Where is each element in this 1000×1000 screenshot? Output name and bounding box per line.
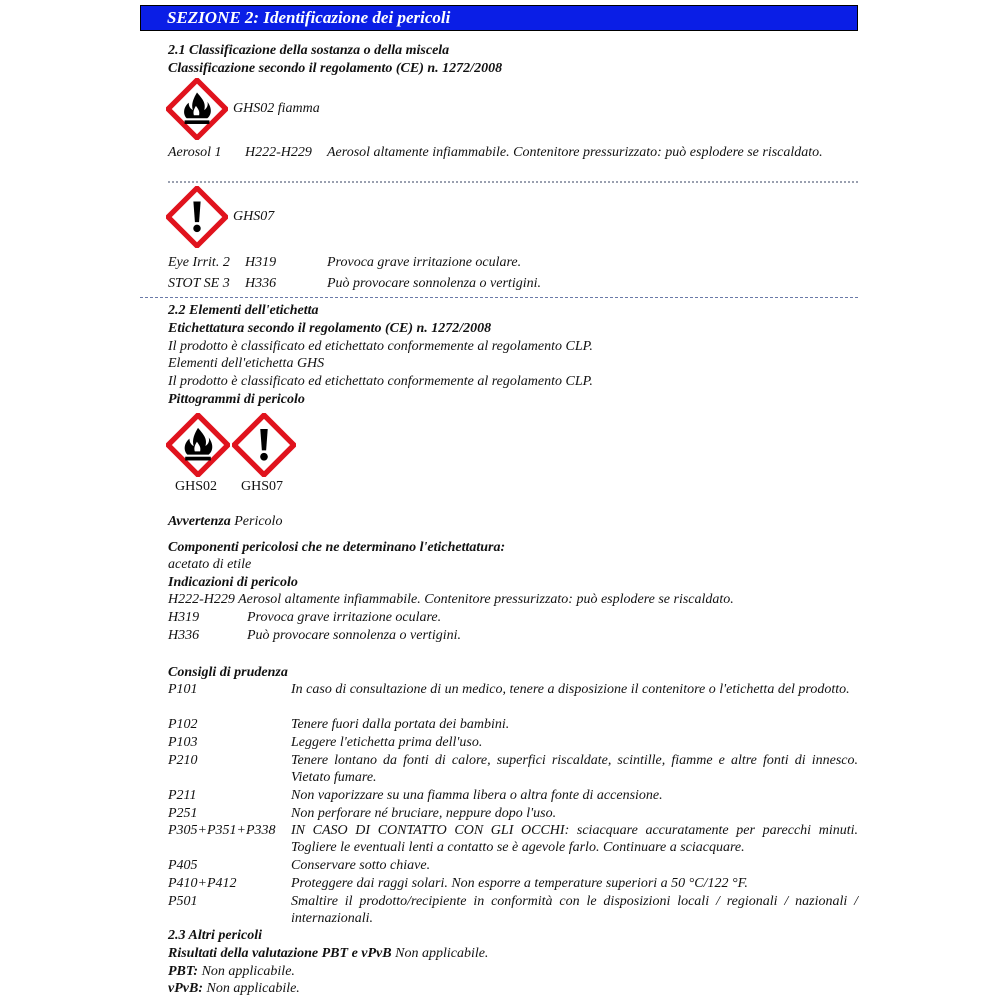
eye-irrit-code: H319: [245, 255, 277, 270]
classification-regulation-heading: Classificazione secondo il regolamento (CE) n. 1272/2008: [168, 61, 503, 76]
vpvb-value: Non applicabile.: [206, 981, 300, 996]
precaution-code: P102: [168, 717, 198, 732]
precaution-text: In caso di consultazione di un medico, tenere a disposizione il contenitore o l'etichetta del prodotto.: [291, 682, 850, 697]
component-name: acetato di etile: [168, 557, 252, 572]
precaution-text: Tenere fuori dalla portata dei bambini.: [291, 717, 510, 732]
clp-statement-1: Il prodotto è classificato ed etichettato conformemente al regolamento CLP.: [168, 339, 593, 354]
labelling-regulation-heading: Etichettatura secondo il regolamento (CE) n. 1272/2008: [168, 321, 492, 336]
ghs07-pictogram-icon: [232, 413, 296, 477]
ghs07-exclamation-icon: [166, 186, 228, 248]
precaution-code: P405: [168, 858, 198, 873]
subsection-2-1-title: 2.1 Classificazione della sostanza o della miscela: [168, 43, 450, 58]
components-heading: Componenti pericolosi che ne determinano l'etichettatura:: [168, 540, 506, 555]
precaution-text: Conservare sotto chiave.: [291, 858, 431, 873]
subsection-2-2-title: 2.2 Elementi dell'etichetta: [168, 303, 319, 318]
eye-irrit-text: Provoca grave irritazione oculare.: [327, 255, 522, 270]
pbt-assessment-value: Non applicabile.: [395, 946, 489, 961]
clp-statement-2: Il prodotto è classificato ed etichettato conformemente al regolamento CLP.: [168, 374, 593, 389]
precaution-text: Non perforare né bruciare, neppure dopo l'uso.: [291, 806, 557, 821]
hazard-code: H336: [168, 628, 200, 643]
hazard-code: H319: [168, 610, 200, 625]
pictogram-label-ghs02: GHS02: [175, 479, 218, 494]
precaution-text: Leggere l'etichetta prima dell'uso.: [291, 735, 483, 750]
aerosol-class: Aerosol 1: [168, 145, 222, 160]
ghs-elements-heading: Elementi dell'etichetta GHS: [168, 356, 325, 371]
precaution-code: P501: [168, 894, 198, 909]
aerosol-text: Aerosol altamente infiammabile. Contenitore pressurizzato: può esplodere se riscaldato.: [327, 145, 823, 160]
ghs07-label: GHS07: [233, 209, 275, 224]
signal-word-row: [168, 513, 282, 530]
dotted-divider: [168, 181, 858, 183]
ghs02-pictogram-icon: [166, 413, 230, 477]
pictograms-heading: Pittogrammi di pericolo: [168, 392, 305, 407]
dashed-divider: [140, 297, 858, 298]
section-header: [140, 5, 858, 31]
precaution-text: Smaltire il prodotto/recipiente in conformità con le disposizioni locali / regionali / nazionali / internazionali.: [291, 894, 858, 926]
signal-word-value: Pericolo: [234, 514, 283, 529]
pictogram-label-ghs07: GHS07: [241, 479, 284, 494]
precaution-code: P210: [168, 753, 198, 768]
pbt-label: PBT:: [168, 964, 199, 979]
precaution-code: P410+P412: [168, 876, 237, 891]
precaution-text: IN CASO DI CONTATTO CON GLI OCCHI: sciacquare accuratamente per parecchi minuti. Togliere le eventuali lenti a contatto se è agevole farlo. Continuare a sciacquare.: [291, 823, 858, 855]
precaution-code: P101: [168, 682, 198, 697]
precaution-code: P211: [168, 788, 197, 803]
hazard-statements-heading: Indicazioni di pericolo: [168, 575, 298, 590]
precaution-text: Tenere lontano da fonti di calore, superfici riscaldate, scintille, fiamme e altre fonti di innesco. Vietato fumare.: [291, 753, 858, 785]
precaution-text: Non vaporizzare su una fiamma libera o altra fonte di accensione.: [291, 788, 663, 803]
pbt-assessment-row: [168, 945, 488, 962]
precaution-code: P103: [168, 735, 198, 750]
precaution-code: P305+P351+P338: [168, 823, 276, 838]
vpvb-label: vPvB:: [168, 981, 203, 996]
hazard-text: Può provocare sonnolenza o vertigini.: [247, 628, 461, 643]
stot-text: Può provocare sonnolenza o vertigini.: [327, 276, 541, 291]
stot-class: STOT SE 3: [168, 276, 230, 291]
pbt-value: Non applicabile.: [201, 964, 295, 979]
pbt-assessment-label: Risultati della valutazione PBT e vPvB: [168, 946, 392, 961]
pbt-row: [168, 963, 295, 980]
hazard-text: Provoca grave irritazione oculare.: [247, 610, 442, 625]
precaution-text: Proteggere dai raggi solari. Non esporre a temperature superiori a 50 °C/122 °F.: [291, 876, 748, 891]
hazard-h222-h229: H222-H229 Aerosol altamente infiammabile. Contenitore pressurizzato: può esplodere se riscaldato.: [168, 592, 734, 607]
subsection-2-3-title: 2.3 Altri pericoli: [168, 928, 262, 943]
eye-irrit-class: Eye Irrit. 2: [168, 255, 230, 270]
precautionary-heading: Consigli di prudenza: [168, 665, 288, 680]
ghs02-flame-icon: [166, 78, 228, 140]
stot-code: H336: [245, 276, 277, 291]
vpvb-row: [168, 980, 300, 997]
ghs02-label: GHS02 fiamma: [233, 101, 320, 116]
section-title: SEZIONE 2: Identificazione dei pericoli: [167, 8, 451, 27]
aerosol-code: H222-H229: [245, 145, 312, 160]
signal-word-label: Avvertenza: [168, 514, 231, 529]
precaution-code: P251: [168, 806, 198, 821]
